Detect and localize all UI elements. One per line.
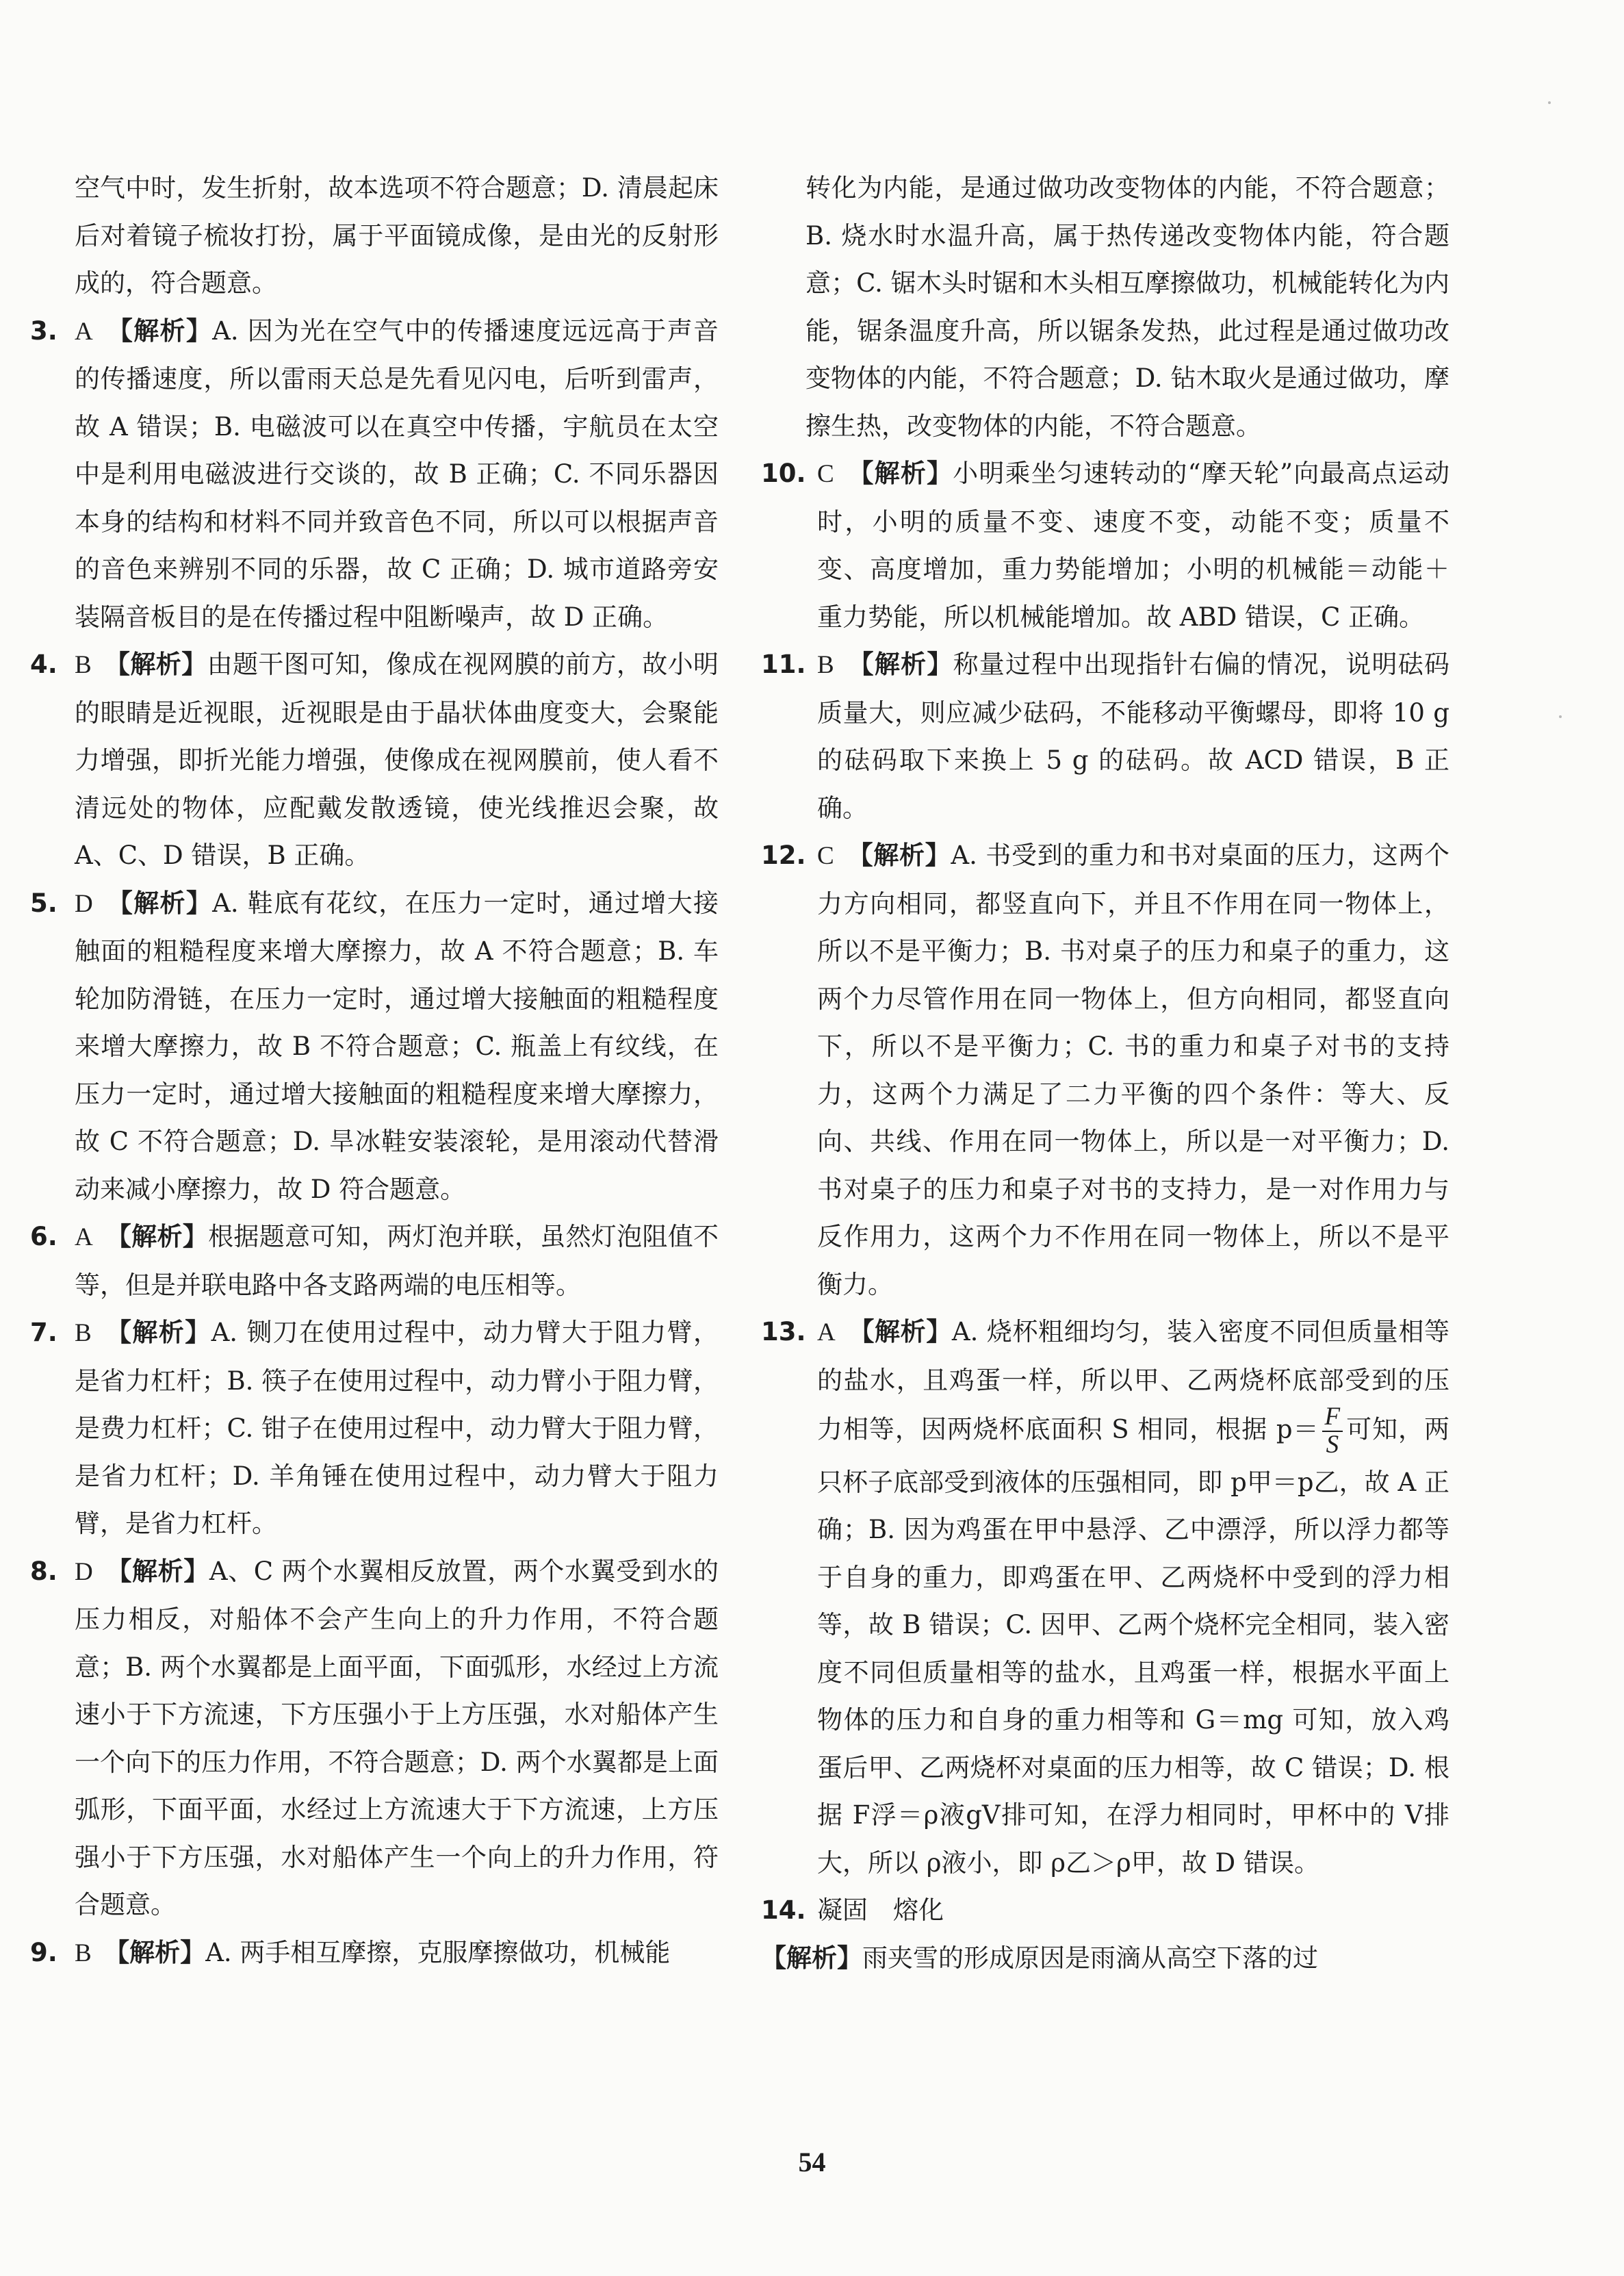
question-number: 7. xyxy=(30,1318,57,1347)
analysis-text: A. 铡刀在使用过程中，动力臂大于阻力臂，是省力杠杆；B. 筷子在使用过程中，动力臂小于阻力臂，是费力杠杆；C. 钳子在使用过程中，动力臂大于阻力臂，是省力杠杆；D. 羊角锤在使用过程中，动力臂大于阻力臂，是省力杠杆。 xyxy=(75,1318,719,1538)
answer-letter: B xyxy=(75,651,92,679)
analysis-tag: 【解析】 xyxy=(761,1943,862,1973)
question-number: 8. xyxy=(30,1556,57,1586)
question-number: 14. xyxy=(761,1895,806,1926)
answer-item-11 xyxy=(761,641,1449,832)
answer-item-9 xyxy=(30,1929,719,1978)
analysis-text: A. 因为光在空气中的传播速度远远高于声音的传播速度，所以雷雨天总是先看见闪电，后听到雷声，故 A 错误；B. 电磁波可以在真空中传播，宇航员在太空中是利用电磁波进行交谈的，故 B 正确；C. 不同乐器因本身的结构和材料不同并致音色不同，所以可以根据声音的音色来辨别不同的乐器，故 C 正确；D. 城市道路旁安装隔音板目的是在传播过程中阻断噪声，故 D 正确。 xyxy=(75,316,719,632)
answer-letter: C xyxy=(817,460,834,488)
answer-item-14 xyxy=(761,1887,1449,1934)
analysis-text: 小明乘坐匀速转动的“摩天轮”向最高点运动时，小明的质量不变、速度不变，动能不变；质量不变、高度增加，重力势能增加；小明的机械能＝动能＋重力势能，所以机械能增加。故 ABD 错误，C 正确。 xyxy=(817,459,1450,632)
analysis-text: 由题干图可知，像成在视网膜的前方，故小明的眼睛是近视眼，近视眼是由于晶状体曲度变大，会聚能力增强，即折光能力增强，使像成在视网膜前，使人看不清远处的物体，应配戴发散透镜，使光线推迟会聚，故 A、C、D 错误，B 正确。 xyxy=(75,650,719,870)
fraction-denominator: S xyxy=(1326,1430,1339,1459)
analysis-tag: 【解析】 xyxy=(861,1317,952,1346)
analysis-text: A. 两手相互摩擦，克服摩擦做功，机械能 xyxy=(205,1937,671,1967)
continued-explanation: 空气中时，发生折射，故本选项不符合题意；D. 清晨起床后对着镜子梳妆打扮，属于平面镜成像，是由光的反射形成的，符合题意。 xyxy=(75,173,719,298)
question-number: 10. xyxy=(761,459,806,488)
answer-letter: B xyxy=(75,1319,92,1347)
analysis-text-part-1: A. 烧杯粗细均匀，装入密度不同但质量相等的盐水，且鸡蛋一样，所以甲、乙两烧杯底部受到的压力相等，因两烧杯底面积 S 相同，根据 p＝ xyxy=(817,1317,1450,1444)
answer-letter: C xyxy=(817,842,834,870)
answer-item-3 xyxy=(30,307,719,641)
question-number: 5. xyxy=(30,888,57,918)
answer-letter: A xyxy=(75,1223,93,1251)
fraction-f-over-s xyxy=(1322,1404,1343,1459)
analysis-tag: 【解析】 xyxy=(117,650,207,679)
answer-letter: A xyxy=(817,1318,836,1346)
answer-letter: D xyxy=(75,889,93,918)
answer-letter: B xyxy=(75,1939,92,1967)
question-number: 13. xyxy=(761,1317,806,1346)
answer-item-6 xyxy=(30,1213,719,1309)
continued-explanation: 转化为内能，是通过做功改变物体的内能，不符合题意；B. 烧水时水温升高，属于热传递改变物体内能，符合题意；C. 锯木头时锯和木头相互摩擦做功，机械能转化为内能，锯条温度升高，所以锯条发热，此过程是通过做功改变物体的内能，不符合题意；D. 钻木取火是通过做功，摩擦生热，改变物体的内能，不符合题意。 xyxy=(805,173,1449,441)
answer-letter: A xyxy=(75,317,93,346)
question-number: 9. xyxy=(30,1937,57,1967)
answer-item-7 xyxy=(30,1309,719,1548)
question-number: 4. xyxy=(30,650,57,679)
answer-text: 凝固 熔化 xyxy=(817,1895,944,1926)
analysis-text: 雨夹雪的形成原因是雨滴从高空下落的过 xyxy=(862,1943,1318,1973)
analysis-tag: 【解析】 xyxy=(118,1318,211,1347)
right-column xyxy=(761,164,1449,1982)
analysis-text: A. 书受到的重力和书对桌面的压力，这两个力方向相同，都竖直向下，并且不作用在同一物体上，所以不是平衡力；B. 书对桌子的压力和桌子的重力，这两个力尽管作用在同一物体上，但方向相同，都竖直向下，所以不是平衡力；C. 书的重力和桌子对书的支持力，这两个力满足了二力平衡的四个条件：等大、反向、共线、作用在同一物体上，所以是一对平衡力；D. 书对桌子的压力和桌子对书的支持力，是一对作用力与反作用力，这两个力不作用在同一物体上，所以不是平衡力。 xyxy=(817,841,1450,1299)
scan-speck xyxy=(1559,715,1562,718)
answer-item-4 xyxy=(30,641,719,880)
question-number: 12. xyxy=(761,841,806,870)
question-number: 6. xyxy=(30,1222,57,1251)
analysis-tag: 【解析】 xyxy=(861,650,953,679)
analysis-tag: 【解析】 xyxy=(861,459,953,488)
analysis-tag: 【解析】 xyxy=(118,1556,209,1586)
page-number: 54 xyxy=(798,2147,826,2177)
scan-speck xyxy=(1548,101,1551,104)
analysis-tag: 【解析】 xyxy=(116,1937,206,1967)
answer-item-14-analysis xyxy=(761,1934,1449,1982)
answer-item-5 xyxy=(30,880,719,1214)
analysis-tag: 【解析】 xyxy=(118,1222,209,1251)
analysis-text-part-2: 可知，两只杯子底部受到液体的压强相同，即 p甲＝p乙，故 A 正确；B. 因为鸡蛋在甲中悬浮、乙中漂浮，所以浮力都等于自身的重力，即鸡蛋在甲、乙两烧杯中受到的浮力相等，故 B 错误；C. 因甲、乙两个烧杯完全相同，装入密度不同但质量相等的盐水，且鸡蛋一样，根据水平面上物体的压力和自身的重力相等和 G＝mg 可知，放入鸡蛋后甲、乙两烧杯对桌面的压力相等，故 C 错误；D. 根据 F浮＝ρ液gV排可知，在浮力相同时，甲杯中的 V排大，所以 ρ液小，即 ρ乙＞ρ甲，故 D 错误。 xyxy=(817,1414,1449,1878)
question-number: 11. xyxy=(761,650,806,679)
answer-item-13 xyxy=(761,1308,1449,1887)
answer-item-12 xyxy=(761,832,1449,1308)
answer-item-10 xyxy=(761,450,1449,641)
analysis-text: 称量过程中出现指针右偏的情况，说明砝码质量大，则应减少砝码，不能移动平衡螺母，即将 10 g 的砝码取下来换上 5 g 的砝码。故 ACD 错误，B 正确。 xyxy=(817,650,1449,823)
analysis-tag: 【解析】 xyxy=(120,316,213,346)
answer-letter: B xyxy=(817,651,834,679)
answer-letter: D xyxy=(75,1557,93,1586)
analysis-text: A、C 两个水翼相反放置，两个水翼受到水的压力相反，对船体不会产生向上的升力作用，不符合题意；B. 两个水翼都是上面平面，下面弧形，水经过上方流速小于下方流速，下方压强小于上方压强，水对船体产生一个向下的压力作用，不符合题意；D. 两个水翼都是上面弧形，下面平面，水经过上方流速大于下方流速，上方压强小于下方压强，水对船体产生一个向上的升力作用，符合题意。 xyxy=(75,1556,719,1919)
analysis-text: A. 鞋底有花纹，在压力一定时，通过增大接触面的粗糙程度来增大摩擦力，故 A 不符合题意；B. 车轮加防滑链，在压力一定时，通过增大接触面的粗糙程度来增大摩擦力，故 B 不符合题意；C. 瓶盖上有纹线，在压力一定时，通过增大接触面的粗糙程度来增大摩擦力，故 C 不符合题意；D. 旱冰鞋安装滚轮，是用滚动代替滑动来减小摩擦力，故 D 符合题意。 xyxy=(75,888,719,1204)
answer-item-8 xyxy=(30,1548,719,1929)
left-column xyxy=(30,164,719,1977)
analysis-tag: 【解析】 xyxy=(860,841,951,870)
analysis-tag: 【解析】 xyxy=(120,888,213,918)
fraction-numerator: F xyxy=(1322,1404,1343,1432)
analysis-text: 根据题意可知，两灯泡并联，虽然灯泡阻值不等，但是并联电路中各支路两端的电压相等。 xyxy=(75,1222,719,1300)
question-number: 3. xyxy=(30,316,57,346)
